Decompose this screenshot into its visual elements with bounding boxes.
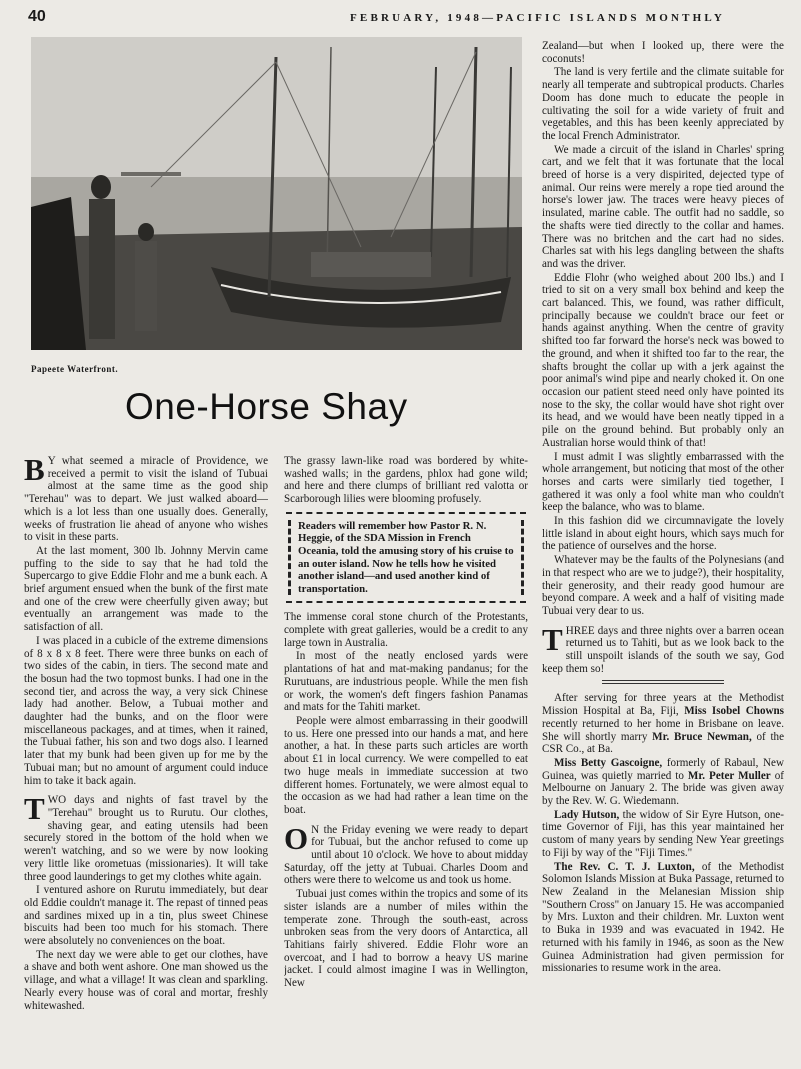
editor-note: Readers will remember how Pastor R. N. Heggie, of the SDA Mission in French Oceania, told the amusing story of his cruise to an outer island. Now he tells how he visited another island—and used another kind of transportation.: [298, 519, 514, 595]
paragraph: We made a circuit of the island in Charles' spring cart, and we felt that it was fortunate that the local breed of horse is a very dispirited, dejected type of animal. Our reins were merely a rope tied around the horse's lower jaw. The traces were heavy pieces of insulated, marine cable. The outfit had no saddle, so the shafts were tied directly to the collar and hames. There was no britchen and the cart had no sides. Charles sat with his legs dangling between the shafts and was the driver.: [542, 143, 784, 270]
running-header: FEBRUARY, 1948—PACIFIC ISLANDS MONTHLY: [350, 12, 726, 24]
drop-cap: O: [284, 820, 309, 856]
paragraph: In most of the neatly enclosed yards were plantations of hat and mat-making pandanus; for the Rurutuans, are industrious people. While the men fish or work, the women's deft fingers fashion Panamas and mats for the Tahiti market.: [284, 650, 528, 714]
divider: [602, 683, 724, 684]
photo-caption: Papeete Waterfront.: [31, 364, 119, 374]
divider: [602, 680, 724, 681]
paragraph: I ventured ashore on Rurutu immediately, but dear old Eddie couldn't manage it. The repast of tinned peas and sardines mixed up in a tin, plus sweet Chinese biscuits had been too much for his stomach. There were absolutely no conveniences on the boat.: [24, 884, 268, 948]
drop-cap: T: [542, 621, 563, 657]
editor-note-box: [286, 512, 526, 604]
paragraph: People were almost embarrassing in their goodwill to us. Here one pressed into our hands a mat, and here another, a hat. In these parts such articles are worth about £1 in local currency. We were compelled to eat two huge meals in immediate succession at two different homes. Fortunately, we were almost equal to the occasion as we had had rather a lean time on the boat.: [284, 715, 528, 816]
paragraph: The land is very fertile and the climate suitable for nearly all temperate and subtropical products. Charles Doom has done much to educate the people in cultivating the soil for a wide variety of fruit and vegetables, and this has been keenly appreciated by the local French Administrator.: [542, 66, 784, 142]
news-item: After serving for three years at the Methodist Mission Hospital at Ba, Fiji, Miss Isobel Chowns recently returned to her home in Brisbane on leave. She will shortly marry Mr. Bruce Newman, of the CSR Co., at Ba.: [542, 692, 784, 756]
page-number: 40: [28, 8, 46, 25]
waterfront-photo: [31, 37, 522, 350]
article-column-3: [542, 40, 784, 1069]
paragraph: Tubuai just comes within the tropics and some of its sister islands are a number of miles within the temperate zone. Through the south-east, across unbroken seas from the very doors of Antarctica, all Tahitians fairly shivered. Eddie Flohr wore an overcoat, and I had to borrow a heavy US marine jacket. I could almost imagine I was in Wellington, New: [284, 888, 528, 990]
news-item: Miss Betty Gascoigne, formerly of Rabaul, New Guinea, was quietly married to Mr. Peter Muller of Melbourne on January 2. The bride was given away by the Rev. W. G. Wiedemann.: [542, 756, 784, 808]
paragraph: Eddie Flohr (who weighed about 200 lbs.) and I tried to sit on a very small box behind and keep the cart balanced. This, we found, was rather difficult, principally because we couldn't brace our feet or hands against anything. When the centre of gravity shifted too far forward the horse's neck was bowed to the ground, and when it shifted too far to the rear, the shafts brought the collar up with a jerk against the poor animal's wind pipe and nearly choked it. On one occasion our patient steed need only have pointed its nose to the sky, the collar would have shot right over its head, and we would have been neatly tipped in a pile on the ground behind. But probably only an Australian horse would think of that!: [542, 271, 784, 449]
paragraph: The grassy lawn-like road was bordered by white-washed walls; in the gardens, phlox had gone wild; and here and there clumps of brilliant red valotta or Scarborough lilies were blooming profusely.: [284, 455, 528, 506]
drop-cap: T: [24, 791, 45, 827]
paragraph: Y what seemed a miracle of Providence, we received a permit to visit the island of Tubuai almost at the same time as the good ship "Terehau" was to depart. We just walked aboard—which is a lot less than one usually does. Generally, weeks of frustration lie ahead of anyone who wishes to visit in these parts.: [24, 455, 268, 544]
news-item: The Rev. C. T. J. Luxton, of the Methodist Solomon Islands Mission at Buka Passage, returned to New Zealand in the Melanesian Mission ship "Southern Cross" on January 15. He was accompanied by Mrs. Luxton and their children. Mr. Luxton went to Buka in 1939 and was evacuated in 1942. He returned with his family in 1946, as soon as the New Guinea Administration had given permission for missionaries to resume work in the area.: [542, 860, 784, 975]
paragraph: N the Friday evening we were ready to depart for Tubuai, but the anchor refused to come up until about 10 o'clock. We hove to about midday Saturday, off the jetty at Tubuai. Charles Doom and others were there to welcome us and took us home.: [284, 823, 528, 887]
paragraph: HREE days and three nights over a barren ocean returned us to Tahiti, but as we look back to the still unspoilt islands of the south we say, God keep them so!: [542, 624, 784, 675]
article-column-1: [24, 455, 268, 1069]
news-item: Lady Hutson, the widow of Sir Eyre Hutson, one-time Governor of Fiji, has this year maintained her custom of many years by sending New Year greetings to Fiji by way of the "Fiji Times.": [542, 808, 784, 859]
drop-cap: B: [24, 455, 45, 487]
paragraph: I was placed in a cubicle of the extreme dimensions of 8 x 8 x 8 feet. There were three bunks on each of two sides of the cabin, in tiers. The second mate and the bosun had the two topmost bunks. I had one in the second tier, and across the way, a very sick Chinese lady had another. Below, a Tubuai mother and daughter had the bunks, and on the floor were miscellaneous packages, and at times, when it rained, the Tubuai father, his son and two dogs also. I learned later that my bunk had been given up for me by the Tubuai man; but no amount of argument could induce him to take it back again.: [24, 634, 268, 787]
article-column-2: [284, 455, 528, 1069]
paragraph: Whatever may be the faults of the Polynesians (and in that respect who are we to judge?), their hospitality, their generosity, and their ready good humour are beyond compare. A week and a half of visiting made Tubuai very dear to us.: [542, 554, 784, 617]
paragraph: Zealand—but when I looked up, there were the coconuts!: [542, 40, 784, 65]
paragraph: I must admit I was slightly embarrassed with the whole arrangement, but noticing that most of the other horses and carts were similarly tied together, I gathered it was only a fool white man who couldn't keep the balance, who was to blame.: [542, 450, 784, 514]
paragraph: At the last moment, 300 lb. Johnny Mervin came puffing to the side to say that he had told the Supercargo to give Eddie Flohr and me a bunk each. A brief argument ensued when the bunk of the first mate and one of the crew were cheerfully given away; but eventually an arrangement was made to the satisfaction of all.: [24, 544, 268, 634]
paragraph: The next day we were able to get our clothes, have a shave and both went ashore. One man showed us the village, and what a village! It was clean and sparkling. Nearly every house was of coral and mortar, freshly whitewashed.: [24, 948, 268, 1012]
paragraph: The immense coral stone church of the Protestants, complete with great galleries, would be a credit to any large town in Australia.: [284, 611, 528, 649]
article-title: One-Horse Shay: [125, 386, 408, 427]
paragraph: In this fashion did we circumnavigate the lovely little island in about eight hours, which says much for the patience of ourselves and the horse.: [542, 515, 784, 553]
paragraph: WO days and nights of fast travel by the "Terehau" brought us to Rurutu. Our clothes, shaving gear, and eating utensils had been securely stored in the bottom of the hold when we weren't watching, and so we were by now looking very little like orometuas (missionaries). It will take three good launderings to get my clothes white again.: [24, 794, 268, 883]
